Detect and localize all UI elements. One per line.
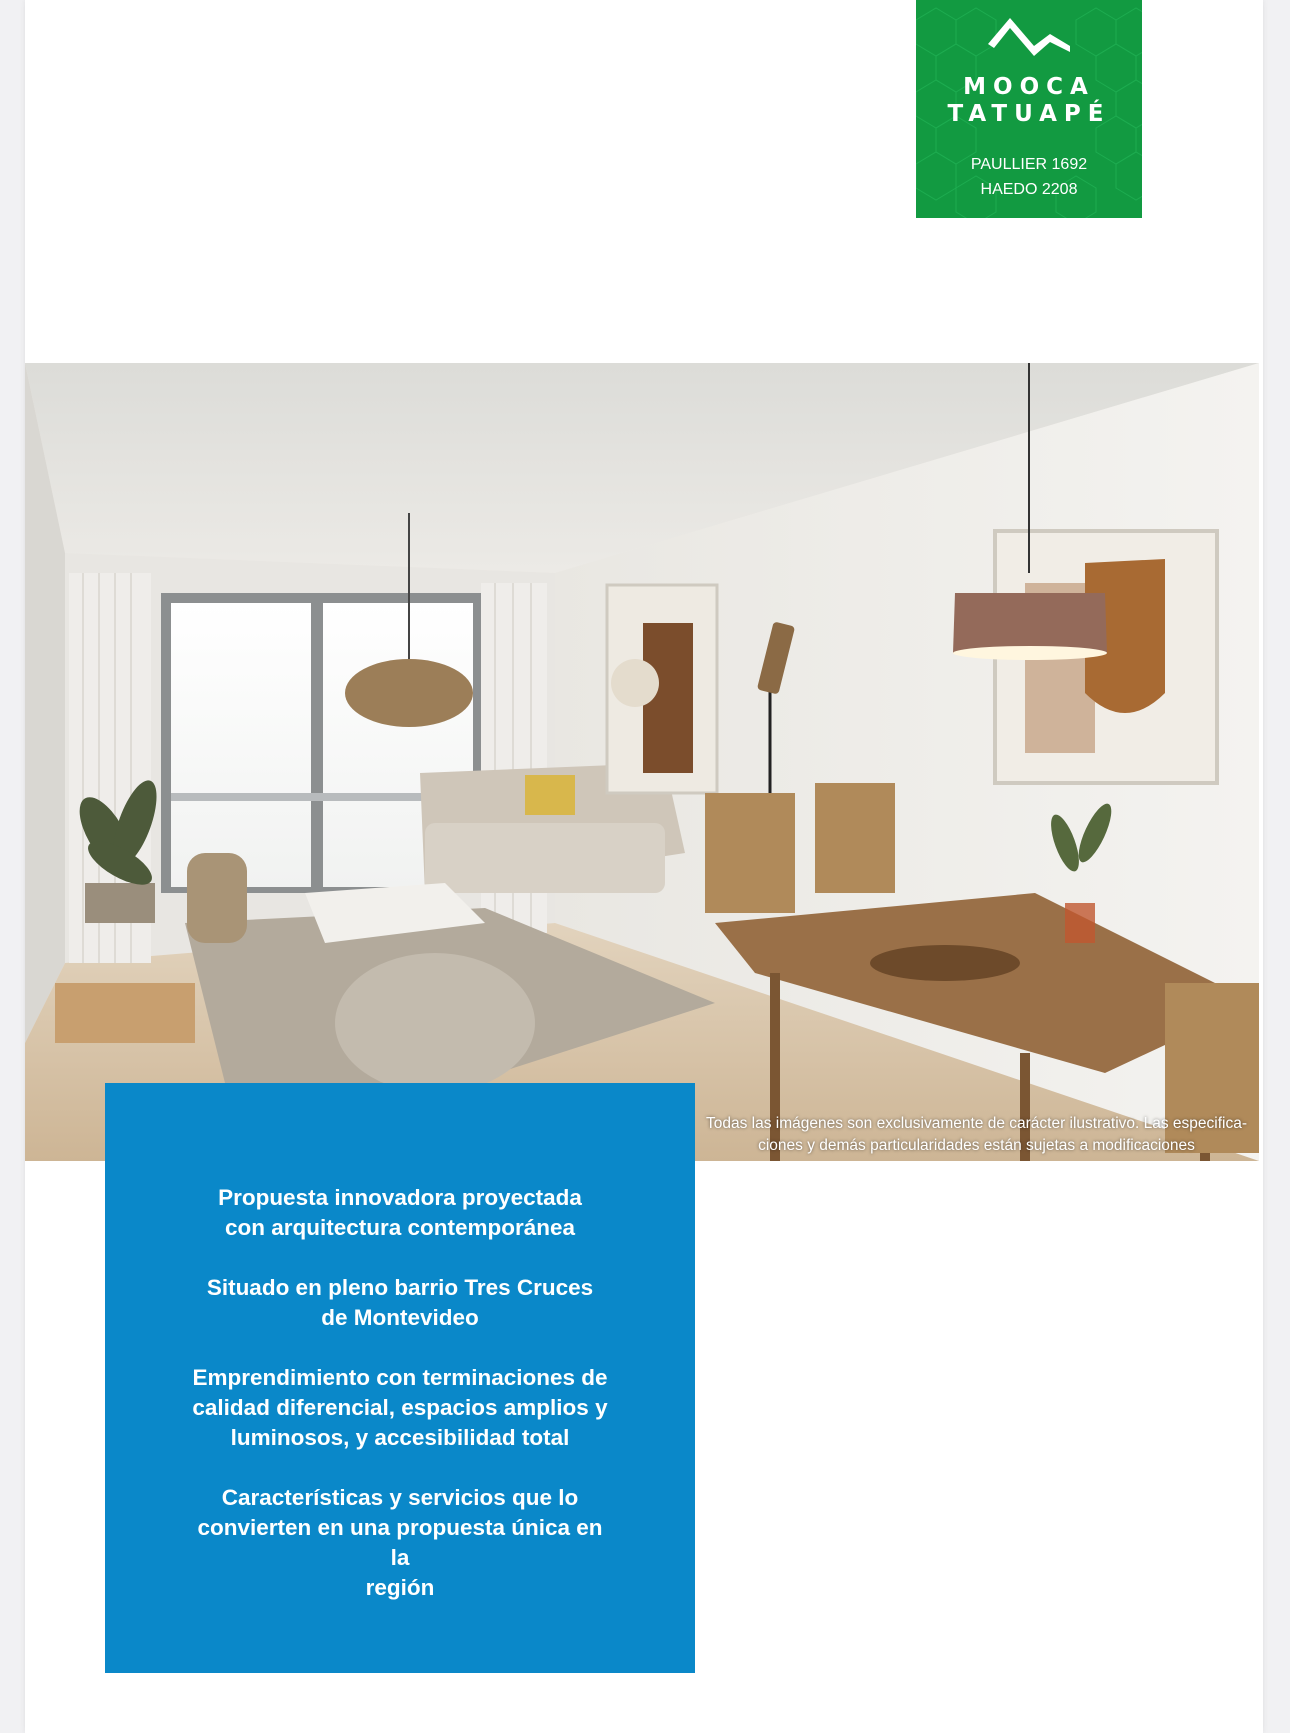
feature-item: Emprendimiento con terminaciones de calidad diferencial, espacios amplios y luminosos, y accesibilidad total — [192, 1365, 608, 1450]
features-list — [105, 1183, 695, 1633]
brand-address-1: PAULLIER 1692 — [970, 156, 1088, 173]
living-room-render-image — [25, 363, 1259, 1161]
disclaimer-line-2: ciones y demás particularidades están sujetas a modificaciones — [758, 1137, 1195, 1154]
feature-item: Características y servicios que lo convierten en una propuesta única en la región — [197, 1485, 603, 1600]
brand-name-line1: MOOCA — [963, 74, 1095, 100]
features-box — [105, 1083, 695, 1673]
feature-item: Propuesta innovadora proyectada con arquitectura contemporánea — [218, 1185, 582, 1240]
stepped-roof-logo-icon — [988, 16, 1070, 64]
brand-logo-box — [916, 0, 1142, 218]
image-disclaimer — [695, 1113, 1258, 1157]
disclaimer-line-1: Todas las imágenes son exclusivamente de carácter ilustrativo. Las especifica- — [705, 1115, 1248, 1132]
brand-address-2: HAEDO 2208 — [980, 181, 1078, 198]
feature-item: Situado en pleno barrio Tres Cruces de Montevideo — [206, 1275, 594, 1330]
brand-name-line2: TATUAPÉ — [947, 101, 1111, 127]
